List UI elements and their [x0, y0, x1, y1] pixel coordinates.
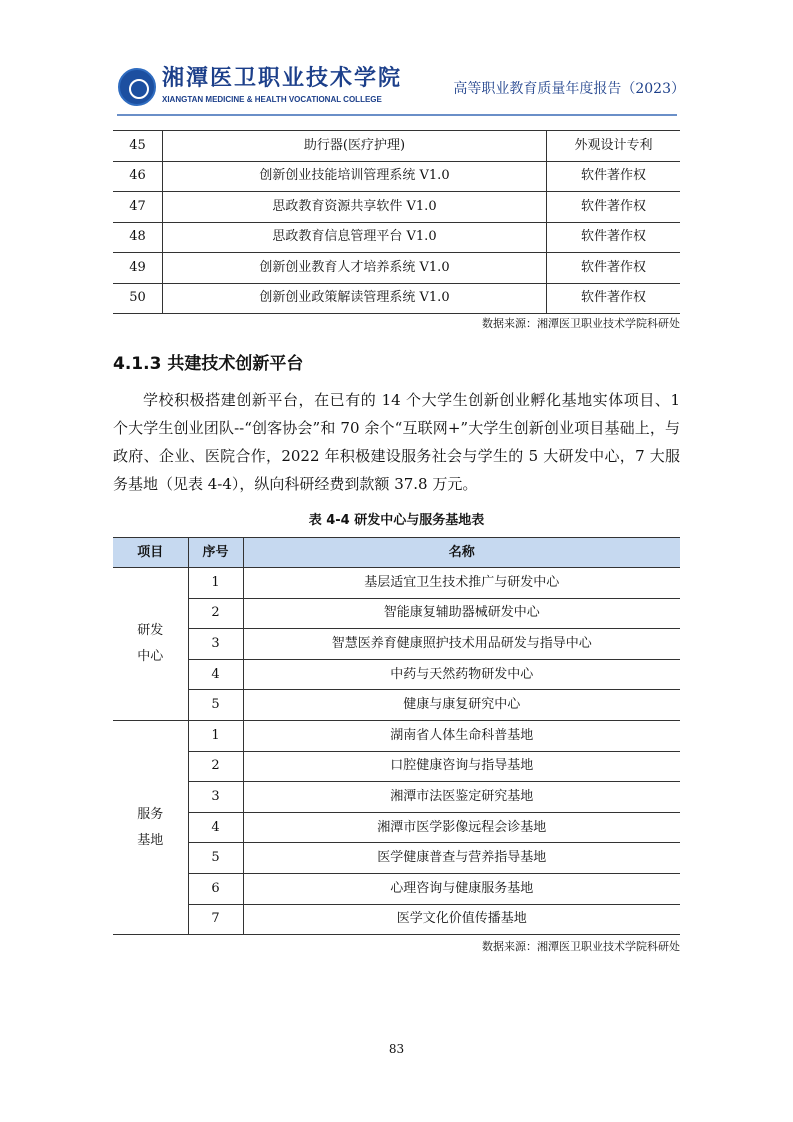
center-name: 健康与康复研究中心 — [243, 690, 680, 721]
table-row — [113, 222, 680, 253]
table-row — [113, 812, 680, 843]
center-name: 心理咨询与健康服务基地 — [243, 873, 680, 904]
table-row — [113, 568, 680, 599]
item-name: 思政教育资源共享软件 V1.0 — [163, 192, 547, 223]
category-line: 研发 — [137, 622, 164, 638]
category-line: 基地 — [137, 832, 164, 848]
item-name: 思政教育信息管理平台 V1.0 — [163, 222, 547, 253]
category-cell — [113, 568, 188, 721]
row-number: 3 — [188, 629, 243, 660]
ip-type: 软件著作权 — [547, 253, 681, 284]
center-name: 智慧医养育健康照护技术用品研发与指导中心 — [243, 629, 680, 660]
table-source: 数据来源：湘潭医卫职业技术学院科研处 — [482, 317, 680, 330]
center-name: 智能康复辅助器械研发中心 — [243, 598, 680, 629]
item-name: 创新创业教育人才培养系统 V1.0 — [163, 253, 547, 284]
row-number: 49 — [113, 253, 163, 284]
table-row — [113, 192, 680, 223]
row-number: 5 — [188, 690, 243, 721]
row-number: 46 — [113, 161, 163, 192]
row-number: 5 — [188, 843, 243, 874]
row-number: 1 — [188, 720, 243, 751]
row-number: 50 — [113, 283, 163, 314]
category-line: 中心 — [137, 648, 164, 664]
center-name: 中药与天然药物研发中心 — [243, 659, 680, 690]
row-number: 6 — [188, 873, 243, 904]
item-name: 创新创业政策解读管理系统 V1.0 — [163, 283, 547, 314]
section-heading: 4.1.3 共建技术创新平台 — [113, 354, 304, 374]
table-row — [113, 629, 680, 660]
table-caption: 表 4-4 研发中心与服务基地表 — [308, 513, 485, 528]
table-row — [113, 161, 680, 192]
table-row — [113, 659, 680, 690]
table-row — [113, 720, 680, 751]
table-row — [113, 904, 680, 935]
header-category: 项目 — [113, 538, 188, 568]
row-number: 45 — [113, 131, 163, 162]
ip-type: 软件著作权 — [547, 222, 681, 253]
table-row — [113, 873, 680, 904]
center-name: 基层适宜卫生技术推广与研发中心 — [243, 568, 680, 599]
center-name: 医学文化价值传播基地 — [243, 904, 680, 935]
table-row — [113, 690, 680, 721]
row-number: 2 — [188, 751, 243, 782]
report-title: 高等职业教育质量年度报告（2023） — [453, 81, 685, 97]
school-name-cn: 湘潭医卫职业技术学院 — [162, 65, 403, 91]
patent-table — [113, 130, 680, 314]
table-row — [113, 843, 680, 874]
row-number: 2 — [188, 598, 243, 629]
table-row — [113, 253, 680, 284]
category-line: 服务 — [137, 806, 164, 822]
row-number: 3 — [188, 782, 243, 813]
section-paragraph: 学校积极搭建创新平台，在已有的 14 个大学生创新创业孵化基地实体项目、1 个大学生创业团队--“创客协会”和 70 余个“互联网+”大学生创新创业项目基础上，与政府、企业、医院合作，2022 年积极建设服务社会与学生的 5 大研发中心，7 大服务基地（见表 4-4），纵向科研经费到款额 37.8 万元。 — [113, 391, 680, 493]
page-number: 83 — [388, 1042, 405, 1056]
row-number: 7 — [188, 904, 243, 935]
item-name: 助行器(医疗护理) — [163, 131, 547, 162]
item-name: 创新创业技能培训管理系统 V1.0 — [163, 161, 547, 192]
table-row — [113, 283, 680, 314]
header-divider — [117, 114, 677, 116]
center-name: 口腔健康咨询与指导基地 — [243, 751, 680, 782]
header-name: 名称 — [243, 538, 680, 568]
table-row — [113, 751, 680, 782]
school-name-en: XIANGTAN MEDICINE & HEALTH VOCATIONAL COLLEGE — [162, 95, 382, 104]
table-source: 数据来源：湘潭医卫职业技术学院科研处 — [482, 940, 680, 953]
center-name: 医学健康普查与营养指导基地 — [243, 843, 680, 874]
ip-type: 软件著作权 — [547, 192, 681, 223]
row-number: 1 — [188, 568, 243, 599]
category-cell — [113, 720, 188, 934]
center-name: 湖南省人体生命科普基地 — [243, 720, 680, 751]
table-row — [113, 598, 680, 629]
row-number: 47 — [113, 192, 163, 223]
center-name: 湘潭市医学影像远程会诊基地 — [243, 812, 680, 843]
row-number: 4 — [188, 659, 243, 690]
ip-type: 软件著作权 — [547, 283, 681, 314]
school-logo-icon — [118, 68, 156, 106]
row-number: 4 — [188, 812, 243, 843]
table-row — [113, 782, 680, 813]
center-name: 湘潭市法医鉴定研究基地 — [243, 782, 680, 813]
rd-center-table — [113, 537, 680, 935]
header-number: 序号 — [188, 538, 243, 568]
ip-type: 软件著作权 — [547, 161, 681, 192]
row-number: 48 — [113, 222, 163, 253]
table-row — [113, 131, 680, 162]
ip-type: 外观设计专利 — [547, 131, 681, 162]
